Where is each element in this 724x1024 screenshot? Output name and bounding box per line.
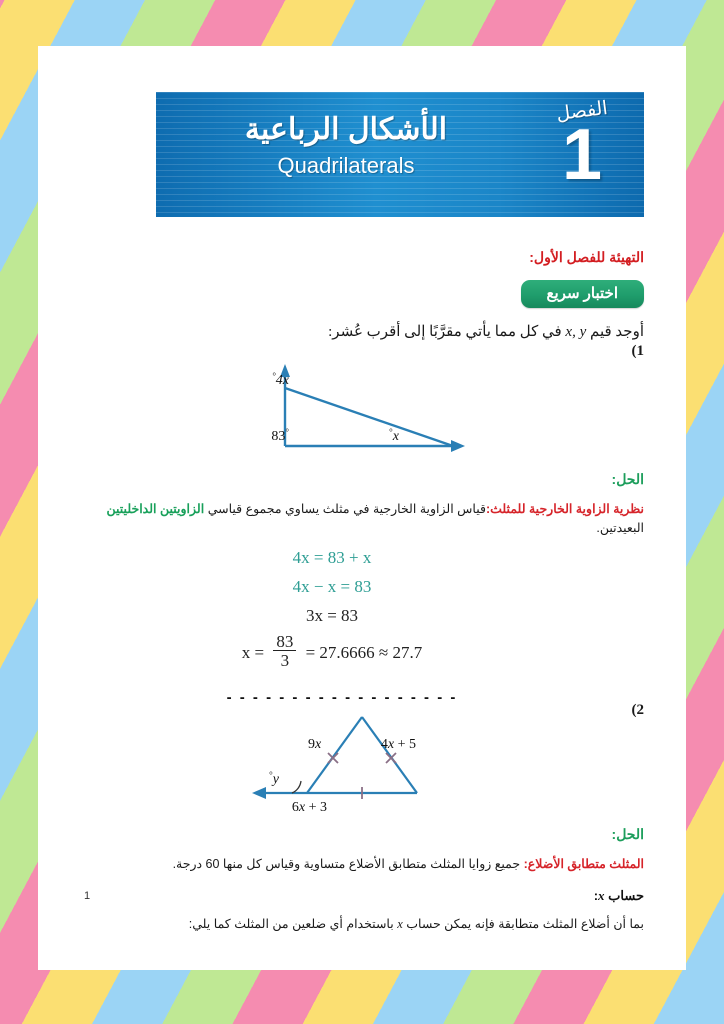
chapter-badge xyxy=(534,97,630,195)
problem-2-number: (2 xyxy=(631,701,644,718)
prompt-prefix: أوجد قيم xyxy=(586,324,644,340)
banner-title-group xyxy=(156,110,536,179)
label-x-degrees: x° xyxy=(389,427,399,444)
chapter-number-label: 1 xyxy=(561,115,603,195)
theorem-text-part2: البعيدتين. xyxy=(596,520,644,535)
compute-heading-suffix: : xyxy=(593,887,599,903)
page-number: 1 xyxy=(84,890,91,902)
equation-line-3: 3x = 83 xyxy=(305,605,359,625)
quick-quiz-badge: اختبار سريع xyxy=(521,280,644,308)
problem-1-solution-label: الحل: xyxy=(611,471,644,487)
body-text-part1: بما أن أضلاع المثلث متطابقة فإنه يمكن حساب xyxy=(402,916,644,931)
problem-2-theorem xyxy=(80,855,644,874)
compute-heading-variable: x xyxy=(598,887,605,903)
problem-2-figure xyxy=(80,703,644,820)
prompt-variables: x, y xyxy=(565,324,587,340)
prompt-suffix: في كل مما يأتي مقرَّبًا إلى أقرب عُشر: xyxy=(328,324,566,340)
chapter-banner xyxy=(156,92,644,217)
theorem-highlight-interior-angles: الزاويتين الداخليتين xyxy=(106,502,205,516)
final-equation-rhs: = 27.6666 ≈ 27.7 xyxy=(305,642,423,662)
paper-sheet xyxy=(38,46,686,970)
body-text-part2: باستخدام أي ضلعين من المثلث كما يلي: xyxy=(188,916,398,931)
equilateral-triangle-diagram xyxy=(232,703,492,815)
problem-1-figure xyxy=(80,362,644,465)
exercise-prompt xyxy=(80,322,644,341)
problem-1-theorem xyxy=(80,500,644,538)
chapter-word-label: الفصل xyxy=(555,97,609,126)
label-left-side-9x: 9x xyxy=(308,736,322,752)
problem-2-body-text xyxy=(80,916,644,932)
page-content xyxy=(80,241,644,932)
theorem-name-exterior-angle: نظرية الزاوية الخارجية للمثلث: xyxy=(485,502,644,516)
body-text-variable: x xyxy=(397,916,403,931)
label-83-degrees: 83° xyxy=(271,427,289,444)
label-right-side-4x-plus-5: 4x + 5 xyxy=(380,736,416,752)
label-exterior-angle-y: y° xyxy=(269,769,279,787)
fraction-83-over-3 xyxy=(273,633,296,671)
problem-2-solution-label: الحل: xyxy=(611,825,644,842)
compute-heading-prefix: حساب xyxy=(604,887,644,903)
chapter-title-english: Quadrilaterals xyxy=(277,152,415,178)
section-heading: التهيئة للفصل الأول: xyxy=(529,249,644,265)
problem-1-number: (1 xyxy=(631,343,644,359)
final-equation-lhs: x = xyxy=(241,642,265,662)
label-base-6x-plus-3: 6x + 3 xyxy=(291,799,327,815)
fraction-denominator: 3 xyxy=(273,650,296,671)
equation-line-1: 4x = 83 + x xyxy=(292,547,372,567)
problem-1-equations xyxy=(80,548,644,673)
theorem-text-equilateral: جميع زوايا المثلث متطابق الأضلاع متساوية وقياس كل منها 60 درجة. xyxy=(172,856,521,871)
chapter-title-arabic: الأشكال الرباعية xyxy=(244,113,448,146)
theorem-name-equilateral: المثلث متطابق الأضلاع: xyxy=(523,856,644,871)
fraction-numerator: 83 xyxy=(276,631,294,651)
section-divider: - - - - - - - - - - - - - - - - - - xyxy=(226,688,458,706)
quiz-pill-row xyxy=(80,280,644,308)
label-4x-degrees: 4x° xyxy=(272,371,289,388)
exterior-angle-arc xyxy=(292,781,301,793)
equation-line-final xyxy=(80,631,644,673)
compute-x-heading xyxy=(80,888,644,904)
equation-line-2: 4x − x = 83 xyxy=(292,576,372,596)
triangle-exterior-angle-diagram xyxy=(237,362,487,460)
theorem-text-part1: قياس الزاوية الخارجية في مثلث يساوي مجموع قياسي xyxy=(204,502,486,516)
